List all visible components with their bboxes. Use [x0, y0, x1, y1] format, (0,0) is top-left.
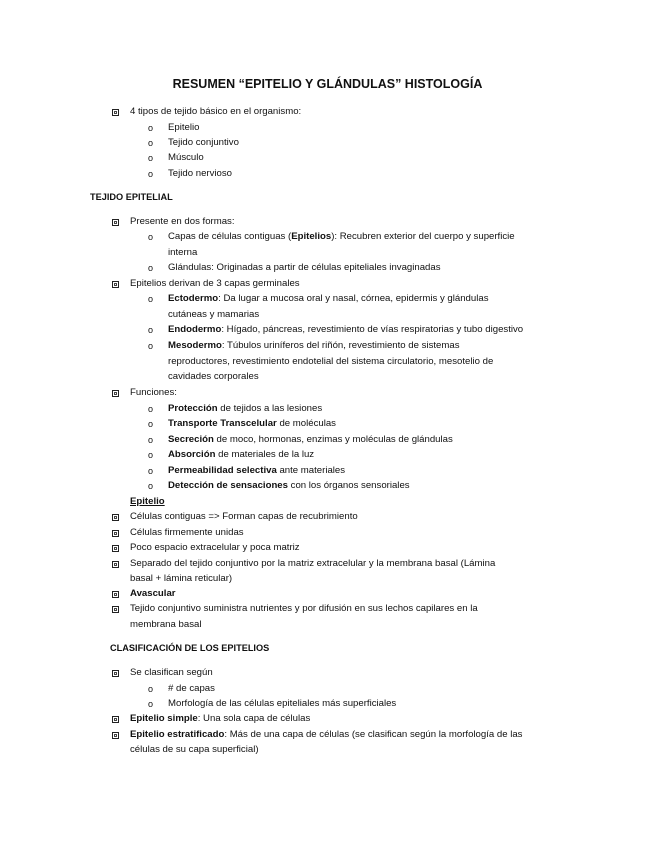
clasifican-text: Se clasifican según: [130, 667, 213, 678]
funcion-item: Permeabilidad selectiva ante materiales: [168, 465, 346, 476]
avascular-item: Avascular: [130, 588, 176, 599]
epitelio-subheading: Epitelio: [130, 496, 165, 507]
checkbox-bullet-icon: [112, 561, 119, 568]
funciones-text: Funciones:: [130, 387, 177, 398]
nutrientes-item: Tejido conjuntivo suministra nutrientes y por difusión en sus lechos capilares en la: [130, 603, 478, 614]
circle-bullet-icon: o: [148, 435, 154, 445]
epitelio-item: Células contiguas => Forman capas de recubrimiento: [130, 511, 358, 522]
ectodermo-item: Ectodermo: Da lugar a mucosa oral y nasal, córnea, epidermis y glándulas: [168, 293, 489, 304]
circle-bullet-icon: o: [148, 450, 154, 460]
section-heading-clasificacion: CLASIFICACIÓN DE LOS EPITELIOS: [110, 643, 270, 653]
circle-bullet-icon: o: [148, 341, 154, 351]
funcion-item: Absorción de materiales de la luz: [168, 449, 315, 460]
circle-bullet-icon: o: [148, 153, 154, 163]
intro-item: Epitelio: [168, 122, 200, 133]
checkbox-bullet-icon: [112, 716, 119, 723]
epitelio-item-cont: basal + lámina reticular): [130, 573, 233, 584]
circle-bullet-icon: o: [148, 481, 154, 491]
checkbox-bullet-icon: [112, 530, 119, 537]
circle-bullet-icon: o: [148, 263, 154, 273]
circle-bullet-icon: o: [148, 684, 154, 694]
checkbox-bullet-icon: [112, 514, 119, 521]
clasifican-item: # de capas: [168, 683, 215, 694]
epitelio-estratificado-item: Epitelio estratificado: Más de una capa de células (se clasifican según la morfología de las: [130, 729, 523, 740]
funcion-item: Detección de sensaciones con los órganos sensoriales: [168, 480, 410, 491]
ectodermo-cont: cutáneas y mamarias: [168, 309, 260, 320]
funcion-item: Transporte Transcelular de moléculas: [168, 418, 336, 429]
checkbox-bullet-icon: [112, 390, 119, 397]
circle-bullet-icon: o: [148, 419, 154, 429]
checkbox-bullet-icon: [112, 109, 119, 116]
page-title: RESUMEN “EPITELIO Y GLÁNDULAS” HISTOLOGÍA: [172, 77, 483, 91]
presente-item-1-cont: interna: [168, 247, 198, 258]
checkbox-bullet-icon: [112, 732, 119, 739]
epitelio-item: Células firmemente unidas: [130, 527, 244, 538]
epitelio-item: Separado del tejido conjuntivo por la matriz extracelular y la membrana basal (Lámina: [130, 558, 496, 569]
endodermo-item: Endodermo: Hígado, páncreas, revestimiento de vías respiratorias y tubo digestivo: [168, 324, 524, 335]
intro-item: Tejido conjuntivo: [168, 137, 239, 148]
section-heading-tejido-epitelial: TEJIDO EPITELIAL: [90, 192, 173, 202]
epitelio-item: Poco espacio extracelular y poca matriz: [130, 542, 300, 553]
circle-bullet-icon: o: [148, 466, 154, 476]
capas-text: Epitelios derivan de 3 capas germinales: [130, 278, 300, 289]
mesodermo-item: Mesodermo: Túbulos uriníferos del riñón, revestimiento de sistemas: [168, 340, 460, 351]
presente-text: Presente en dos formas:: [130, 216, 235, 227]
epitelio-simple-item: Epitelio simple: Una sola capa de células: [130, 713, 311, 724]
presente-item-2: Glándulas: Originadas a partir de células epiteliales invaginadas: [168, 262, 441, 273]
mesodermo-cont-1: reproductores, revestimiento endotelial del sistema circulatorio, mesotelio de: [168, 356, 494, 367]
intro-text: 4 tipos de tejido básico en el organismo:: [130, 106, 302, 117]
intro-item: Tejido nervioso: [168, 168, 232, 179]
circle-bullet-icon: o: [148, 138, 154, 148]
checkbox-bullet-icon: [112, 281, 119, 288]
checkbox-bullet-icon: [112, 606, 119, 613]
mesodermo-cont-2: cavidades corporales: [168, 371, 259, 382]
circle-bullet-icon: o: [148, 294, 154, 304]
circle-bullet-icon: o: [148, 232, 154, 242]
epitelio-estratificado-cont: células de su capa superficial): [130, 744, 259, 755]
circle-bullet-icon: o: [148, 325, 154, 335]
checkbox-bullet-icon: [112, 219, 119, 226]
checkbox-bullet-icon: [112, 591, 119, 598]
checkbox-bullet-icon: [112, 545, 119, 552]
presente-item-1: Capas de células contiguas (Epitelios): Recubren exterior del cuerpo y superficie: [168, 231, 515, 242]
checkbox-bullet-icon: [112, 670, 119, 677]
clasifican-item: Morfología de las células epiteliales más superficiales: [168, 698, 397, 709]
circle-bullet-icon: o: [148, 169, 154, 179]
nutrientes-cont: membrana basal: [130, 619, 202, 630]
circle-bullet-icon: o: [148, 404, 154, 414]
funcion-item: Secreción de moco, hormonas, enzimas y moléculas de glándulas: [168, 434, 453, 445]
intro-item: Músculo: [168, 152, 204, 163]
circle-bullet-icon: o: [148, 699, 154, 709]
funcion-item: Protección de tejidos a las lesiones: [168, 403, 323, 414]
circle-bullet-icon: o: [148, 123, 154, 133]
